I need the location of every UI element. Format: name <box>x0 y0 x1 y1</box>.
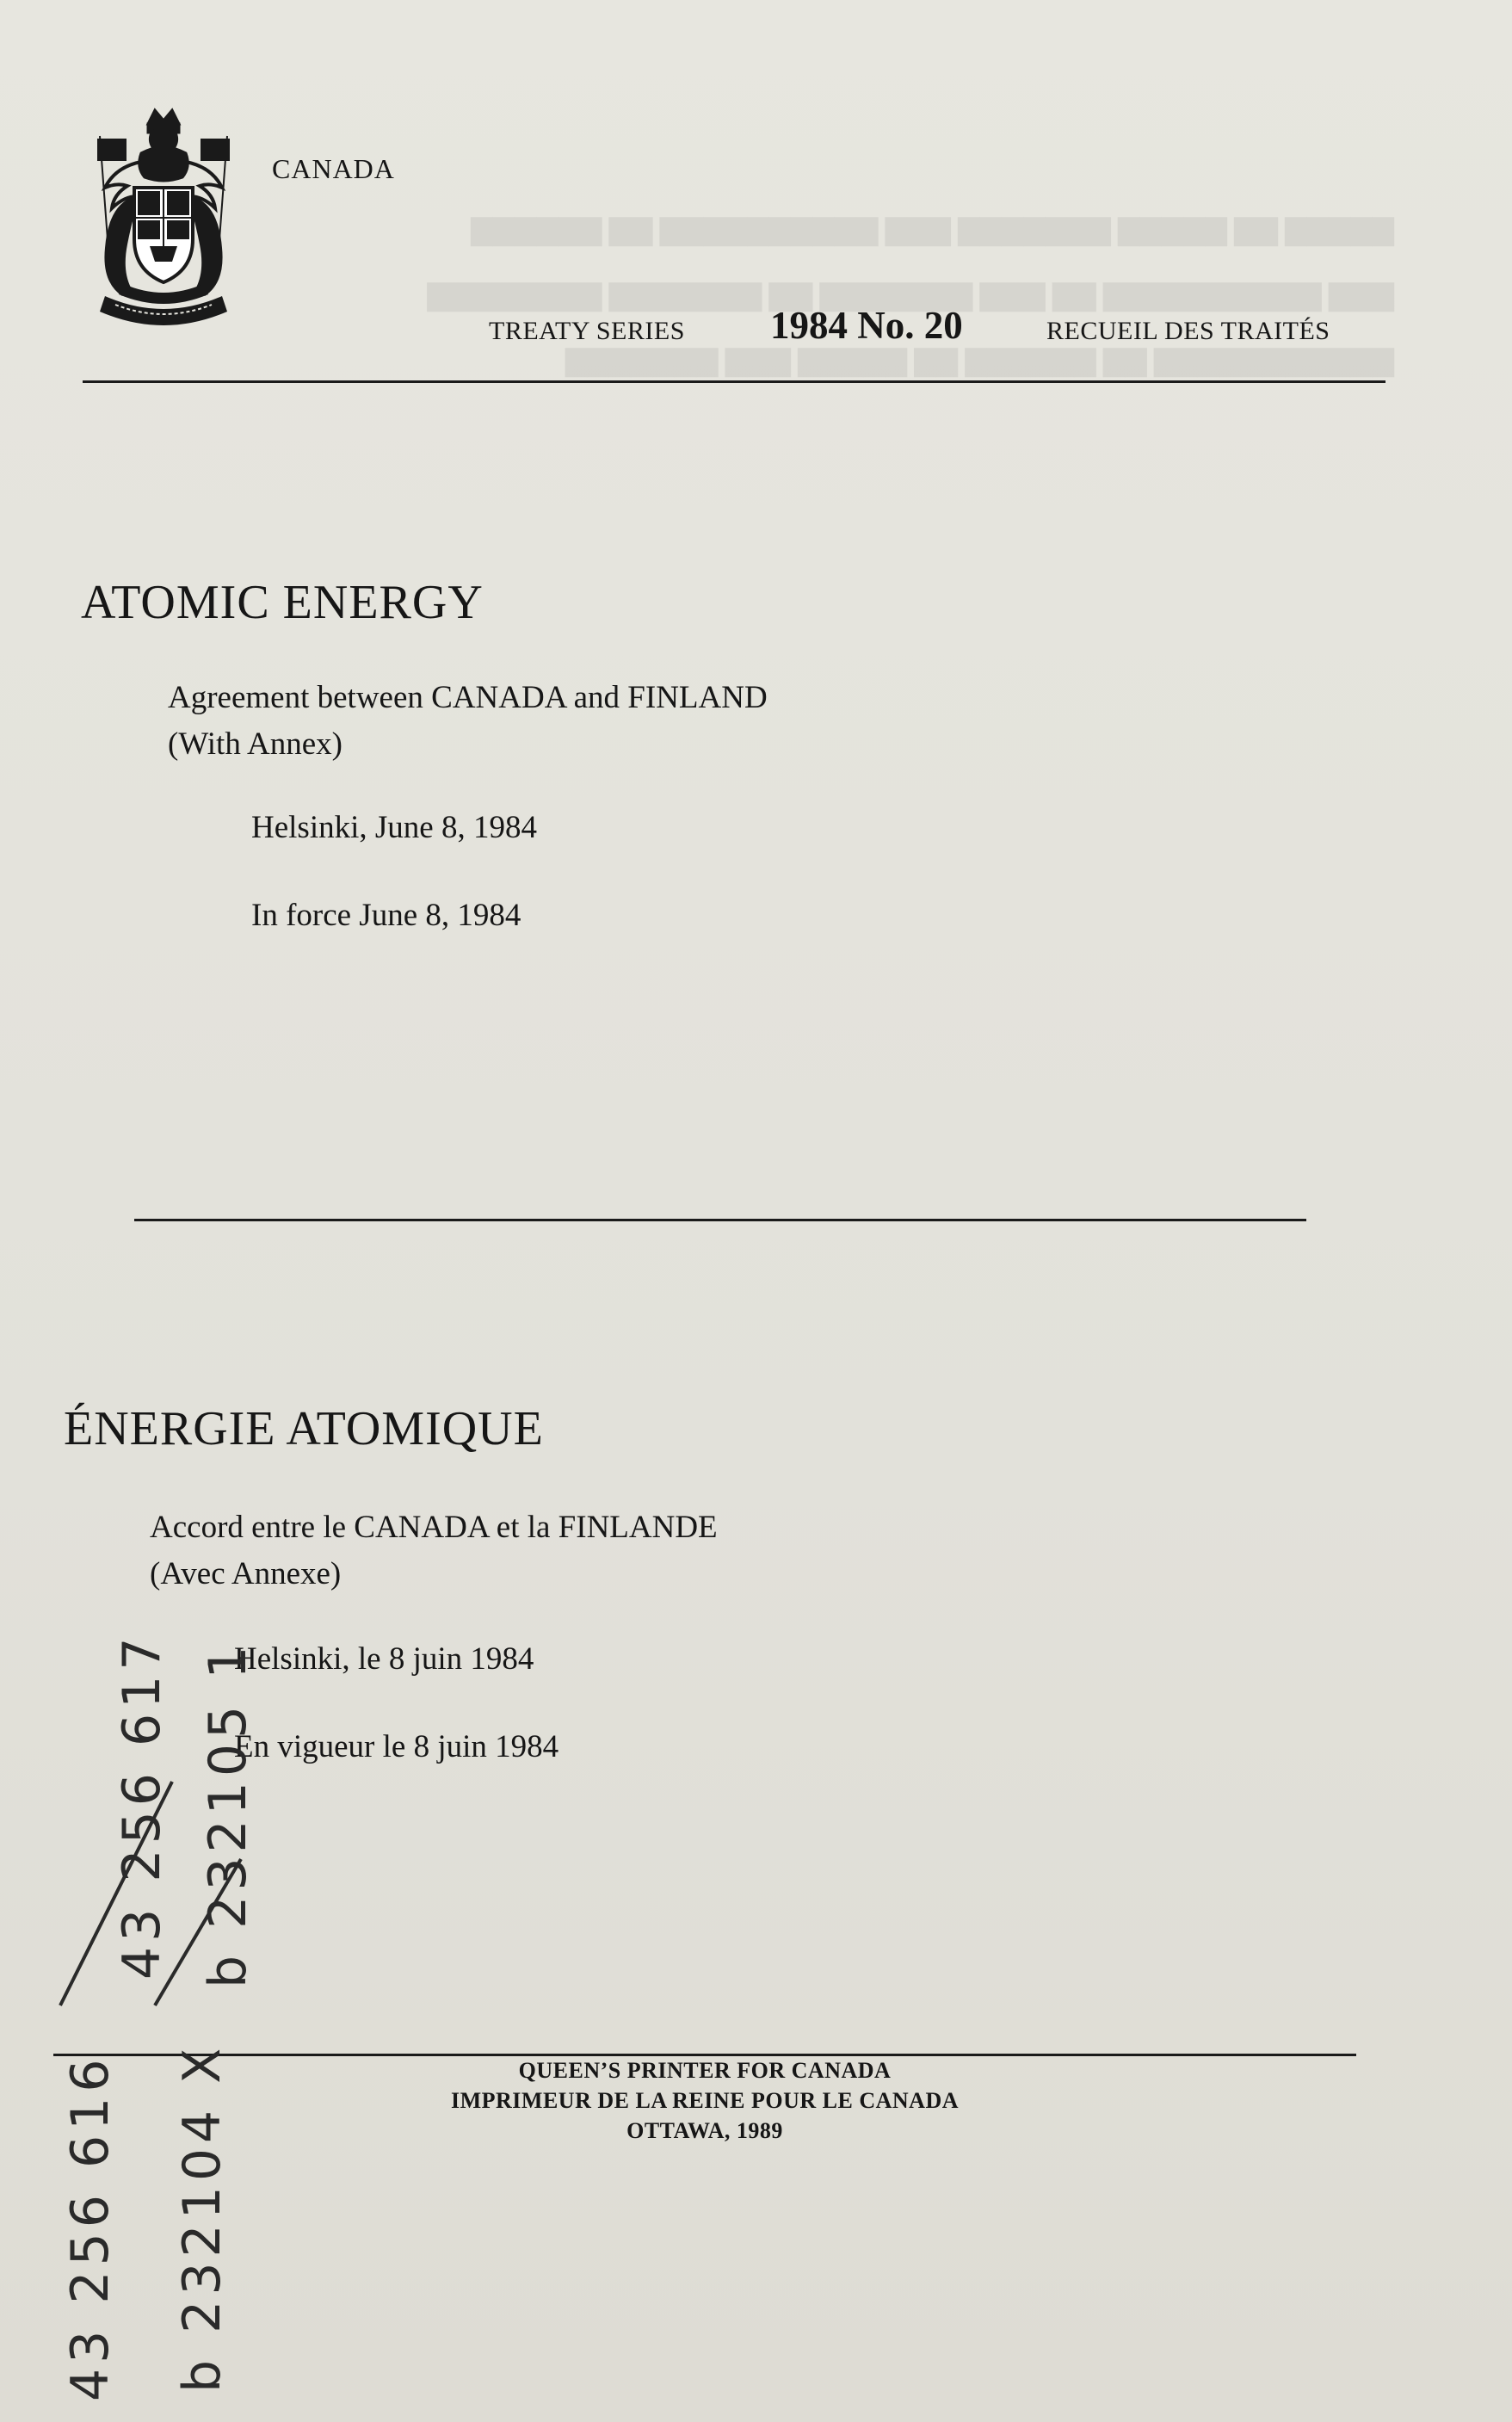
series-label-fr: RECUEIL DES TRAITÉS <box>1046 317 1330 345</box>
annex-note-english: (With Annex) <box>168 726 343 762</box>
series-label-en: TREATY SERIES <box>489 317 685 345</box>
printer-imprint <box>344 2055 1065 2146</box>
handwritten-number-3: b 232104 X <box>172 2042 232 2393</box>
section-divider <box>134 1219 1306 1221</box>
place-date-french: Helsinki, le 8 juin 1984 <box>234 1641 534 1677</box>
place-date-english: Helsinki, June 8, 1984 <box>251 810 537 845</box>
series-number: 1984 No. 20 <box>770 304 963 347</box>
printer-line-en: QUEEN’S PRINTER FOR CANADA <box>518 2058 892 2083</box>
printer-city-year: OTTAWA, 1989 <box>626 2118 783 2143</box>
treaty-series-header <box>489 303 1384 355</box>
header-divider <box>83 380 1385 383</box>
agreement-block-french <box>150 1504 718 1597</box>
annex-note-french: (Avec Annexe) <box>150 1556 342 1591</box>
handwritten-catalogue-numbers <box>26 1601 258 2401</box>
country-name: CANADA <box>272 153 395 184</box>
in-force-english: In force June 8, 1984 <box>251 898 521 933</box>
title-english: ATOMIC ENERGY <box>81 576 484 629</box>
handwritten-number-4: b 232105 1 <box>198 1640 258 1988</box>
agreement-text-french: Accord entre le CANADA et la FINLANDE <box>150 1510 718 1545</box>
handwritten-number-1: 43 256 616 <box>60 2054 120 2401</box>
printer-line-fr: IMPRIMEUR DE LA REINE POUR LE CANADA <box>450 2088 960 2113</box>
in-force-french: En vigueur le 8 juin 1984 <box>234 1729 559 1764</box>
bleed-through-texture: ▇▇▇▇▇ ▇▇ ▇▇▇▇▇ ▇▇▇▇▇▇▇ ▇▇▇ ▇▇▇▇▇▇▇▇▇▇ ▇▇ ▇▇▇▇▇▇ ▇▇▇ ▇▇▇▇▇▇▇▇▇▇ ▇▇ ▇▇▇ ▇▇▇▇▇▇▇ ▇▇ ▇▇▇▇▇▇▇ ▇▇▇▇▇▇▇▇ ▇▇▇▇▇▇▇▇▇▇▇ ▇▇ ▇▇▇▇▇▇ ▇▇ ▇▇▇▇▇ ▇▇▇ ▇▇▇▇▇▇▇ <box>427 215 1394 377</box>
canadian-coat-of-arms-icon <box>81 102 246 339</box>
agreement-block-english <box>168 675 768 768</box>
handwritten-number-2: 43 256 617 <box>112 1632 172 1980</box>
agreement-text-english: Agreement between CANADA and FINLAND <box>168 680 768 715</box>
title-french: ÉNERGIE ATOMIQUE <box>64 1402 544 1455</box>
